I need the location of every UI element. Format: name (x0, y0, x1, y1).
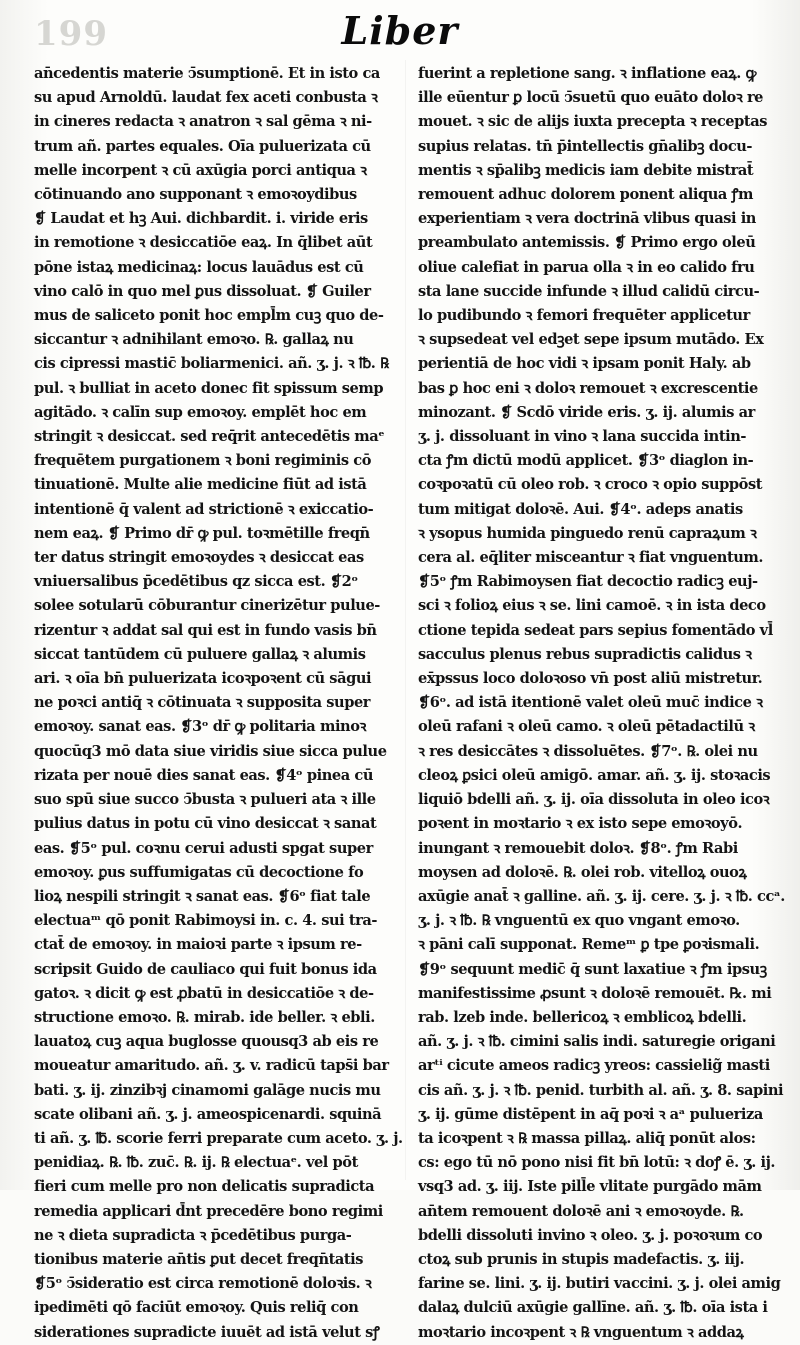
text-line: supius relatas. tn̄ p̄intellectis gn̄alibꝫ docu- (418, 137, 753, 155)
text-line: bati. ʒ. ij. zinzibꝛj cinamomi galāge nucis mu (34, 1081, 381, 1099)
text-line: cleoꝝ ꝑsici oleū amigō. amar. añ. ʒ. ij. stoꝛacis (418, 766, 771, 784)
text-line: tum mitigat doloꝛē. Aui. ❡4ᵒ. adeps anatis (418, 500, 743, 518)
left-text-column (34, 62, 403, 1341)
text-line: su apud Arnoldū. laudat fex aceti conbusta ꝛ (34, 89, 378, 107)
text-line: vino calō in quo mel ꝑus dissoluat. ❡ Guiler (34, 282, 371, 300)
text-line: ille eūentur ꝑ locū ↄ̄suetū quo euāto doloꝛ re (418, 89, 764, 107)
text-line: ❡5ᵒ ↄ̄sideratio est circa remotionē doloꝛis. ꝛ (34, 1275, 372, 1293)
text-line: ter datus stringit emoꝛoydes ꝛ desiccat eas (34, 549, 364, 567)
text-line: an̄cedentis materie ↄ̄sumptionē. Et in isto ca (34, 65, 380, 82)
text-line: siccantur ꝛ adnihilant emoꝛo. ℞. gallaꝝ nu (34, 331, 354, 349)
text-line: solee sotularū cōburantur cinerizētur pulue- (34, 597, 380, 615)
text-line: ❡6ᵒ. ad istā itentionē valet oleū muc̄ indice ꝛ (418, 694, 763, 712)
text-line: mentis ꝛ sp̄alibꝫ medicis iam debite mistrat̄ (418, 161, 754, 179)
text-line: sci ꝛ folioꝝ eius ꝛ se. lini camoē. ꝛ in ista deco (418, 597, 766, 615)
text-line: ari. ꝛ oīa bn̄ puluerizata icoꝛpoꝛent cū sāgui (34, 670, 372, 688)
text-line: remouent adhuc dolorem ponent aliqua ꝭm (418, 186, 754, 204)
text-line: preambulato antemissis. ❡ Primo ergo oleū (418, 234, 756, 252)
text-line: ʒ. ij. gūme distēpent in aq̄ poꝛi ꝛ aᵃ pulueriza (418, 1105, 763, 1123)
text-line: pul. ꝛ bulliat in aceto donec fit spissum semp (34, 379, 384, 397)
text-line: ne ꝛ dieta supradicta ꝛ p̄cedētibus purga- (34, 1226, 352, 1244)
text-line: ctat̄ de emoꝛoy. in maioꝛi parte ꝛ ipsum re- (34, 936, 362, 954)
text-line: mus de saliceto ponit hoc empl̄m cuꝫ quo de- (34, 307, 384, 325)
text-line: oleū rafani ꝛ oleū camo. ꝛ oleū pētadactilū ꝛ (418, 718, 755, 736)
bleed-through-folio: 199 (34, 14, 108, 54)
text-line: cōtinuando ano supponant ꝛ emoꝛoydibus (34, 186, 357, 204)
text-line: tionibus materie an̄tis ꝑut decet freqn̄tatis (34, 1250, 364, 1268)
text-line: stringit ꝛ desiccat. sed req̄rit antecedētis maᵉ (34, 428, 385, 446)
text-line: arᵗⁱ cicute ameos radicꝫ yreos: cassielig̃ masti (418, 1057, 770, 1075)
text-line: oliue calefiat in parua olla ꝛ in eo calido fru (418, 258, 755, 276)
text-line: rizata per nouē dies sanat eas. ❡4ᵒ pinea cū (34, 766, 374, 784)
text-line: ex̄pssus loco doloꝛoso vn̄ post aliū mistretur. (418, 670, 763, 688)
text-line: eas. ❡5ᵒ pul. coꝛnu cerui adusti spgat super (34, 839, 373, 857)
text-line: ctione tepida sedeat pars sepius fomentādo vl̄ (418, 621, 773, 639)
text-line: rab. lzeb inde. bellericoꝝ ꝛ emblicoꝝ bdelli. (418, 1008, 747, 1026)
text-line: añ. ʒ. j. ꝛ ℔. cimini salis indi. saturegie origani (418, 1033, 776, 1051)
text-line: ctoꝝ sub prunis in stupis madefactis. ʒ. iij. (418, 1250, 745, 1268)
text-line: ti añ. ʒ. ℔. scorie ferri preparate cum aceto. ʒ. j. (34, 1129, 403, 1147)
text-line: poꝛent in moꝛtario ꝛ ex isto sepe emoꝛoyō. (418, 815, 743, 833)
text-line: emoꝛoy. ꝑus suffumigatas cū decoctione fo (34, 863, 364, 881)
text-line: emoꝛoy. sanat eas. ❡3ᵒ dr̄ ꝙ politaria minoꝛ (34, 718, 366, 736)
text-line: cis añ. ʒ. j. ꝛ ℔. penid. turbith al. añ. ʒ. 8. sapini (418, 1081, 784, 1099)
text-line: sacculus plenus rebus supradictis calidus ꝛ (418, 645, 752, 663)
text-line: frequētem purgationem ꝛ boni regiminis cō (34, 452, 372, 470)
text-line: manifestissime ꝓsunt ꝛ doloꝛē remouēt. ℞. mi (418, 984, 772, 1002)
text-line: moysen ad doloꝛē. ℞. olei rob. vitelloꝝ ouoꝝ (418, 863, 747, 881)
text-line: lo pudibundo ꝛ femori frequēter applicetur (418, 307, 750, 325)
text-line: mouet. ꝛ sic de alijs iuxta precepta ꝛ receptas (418, 113, 767, 131)
text-line: ❡9ᵒ sequunt medic̄ q̄ sunt laxatiue ꝛ ꝭm ipsuꝫ (418, 960, 767, 978)
text-line: lioꝝ nespili stringit ꝛ sanat eas. ❡6ᵒ fiat tale (34, 887, 371, 905)
text-line: vniuersalibus p̄cedētibus qz sicca est. ❡2ᵒ (34, 573, 358, 591)
running-header: Liber (341, 8, 459, 53)
text-line: perientiā de hoc vidi ꝛ ipsam ponit Haly. ab (418, 355, 751, 373)
text-line: penidiaꝝ. ℞. ℔. zuc̄. ℞. ij. ℞ electuaᵉ. vel pōt (34, 1154, 358, 1172)
right-text-column (418, 62, 785, 1341)
text-line: moueatur amaritudo. añ. ʒ. v. radicū taps̄i bar (34, 1057, 389, 1075)
text-line: intentionē q̄ valent ad strictionē ꝛ exiccatio- (34, 500, 374, 518)
text-line: ❡5ᵒ ꝭm Rabimoysen fiat decoctio radicꝫ euj- (418, 573, 758, 591)
text-line: ipedimēti qō faciūt emoꝛoy. Quis reliq̄ con (34, 1299, 359, 1317)
text-line: sta lane succide infunde ꝛ illud calidū circu- (418, 282, 760, 300)
text-line: farine se. lini. ʒ. ij. butiri vaccini. ʒ. j. olei amig (418, 1275, 781, 1293)
text-line: liquiō bdelli añ. ʒ. ij. oīa dissoluta in oleo icoꝛ (418, 791, 770, 809)
text-line: ne poꝛci antiq̄ ꝛ cōtinuata ꝛ supposita super (34, 694, 371, 712)
text-line: bas ꝑ hoc eni ꝛ doloꝛ remouet ꝛ excrescentie (418, 379, 758, 397)
text-line: in cineres redacta ꝛ anatron ꝛ sal gēma ꝛ ni- (34, 113, 372, 131)
text-line: tinuationē. Multe alie medicine fiūt ad istā (34, 476, 367, 494)
column-gutter (405, 60, 406, 1180)
text-line: cis cipressi mastic̄ boliarmenici. añ. ʒ. j. ꝛ ℔. ℞ (34, 355, 389, 373)
text-line: pulius datus in potu cū vino desiccat ꝛ sanat (34, 815, 377, 833)
text-line: axūgie anat̄ ꝛ galline. añ. ʒ. ij. cere. ʒ. j. ꝛ ℔. ccᵃ. (418, 887, 785, 905)
text-line: experientiam ꝛ vera doctrinā vlibus quasi in (418, 210, 756, 228)
text-line: rizentur ꝛ addat sal qui est in fundo vasis bn̄ (34, 621, 377, 639)
text-line: melle incorpent ꝛ cū axūgia porci antiqua ꝛ (34, 161, 367, 179)
text-line: agitādo. ꝛ calīn sup emoꝛoy. emplēt hoc em (34, 403, 367, 421)
text-line: trum añ. partes equales. Oīa puluerizata cū (34, 137, 371, 155)
text-line: siccat tantūdem cū puluere gallaꝝ ꝛ alumis (34, 645, 366, 663)
text-line: in remotione ꝛ desiccatiōe eaꝝ. In q̄libet aūt (34, 234, 373, 252)
text-line: remedia applicari d̄nt precedēre bono regimi (34, 1202, 383, 1220)
text-line: dalaꝝ dulciū axūgie gallīne. añ. ʒ. ℔. oīa ista i (418, 1299, 768, 1317)
text-line: suo spū siue succo ↄ̄busta ꝛ pulueri ata ꝛ ille (34, 791, 376, 809)
text-line: lauatoꝝ cuꝫ aqua buglosse quousq3 ab eis re (34, 1033, 379, 1051)
text-line: ta icoꝛpent ꝛ ℞ massa pillaꝝ. aliq̄ ponūt alos: (418, 1129, 756, 1147)
text-line: fieri cum melle pro non delicatis supradicta (34, 1178, 375, 1196)
text-line: fuerint a repletione sang. ꝛ inflatione eaꝝ. ꝙ (418, 65, 757, 82)
text-line: ❡ Laudat et hꝫ Aui. dichbardit. i. viride eris (34, 210, 368, 228)
text-line: moꝛtario incoꝛpent ꝛ ℞ vnguentum ꝛ addaꝝ (418, 1323, 744, 1341)
text-line: ʒ. j. dissoluant in vino ꝛ lana succida intin- (418, 428, 746, 446)
text-line: ꝛ supsedeat vel edꝫet sepe ipsum mutādo. Ex (418, 331, 764, 349)
text-line: scripsit Guido de cauliaco qui fuit bonus ida (34, 960, 377, 978)
text-line: ʒ. j. ꝛ ℔. ℞ vnguentū ex quo vngant emoꝛo. (418, 912, 740, 930)
text-line: an̄tem remouent doloꝛē ani ꝛ emoꝛoyde. ℞. (418, 1202, 744, 1220)
text-line: cera al. eq̄liter misceantur ꝛ fiat vnguentum. (418, 549, 764, 567)
text-line: cs: ego tū nō pono nisi fit bn̄ lotū: ꝛ doꝭ ē. ʒ. ij. (418, 1154, 776, 1172)
text-line: inungant ꝛ remouebit doloꝛ. ❡8ᵒ. ꝭm Rabi (418, 839, 738, 857)
text-line: structione emoꝛo. ℞. mirab. ide beller. ꝛ ebli. (34, 1008, 375, 1026)
text-line: cta ꝭm dictū modū applicet. ❡3ᵒ diaglon in- (418, 452, 754, 470)
text-line: minozant. ❡ Scdō viride eris. ʒ. ij. alumis ar (418, 403, 755, 421)
text-line: vsq3 ad. ʒ. iij. Iste pill̄e vlitate purgādo mām (418, 1178, 762, 1196)
text-line: siderationes supradicte iuuēt ad istā velut sꝭ (34, 1323, 380, 1341)
text-line: ꝛ pāni calī supponat. Remeᵐ ꝑ tpe ꝑoꝛismali. (418, 936, 760, 954)
text-line: bdelli dissoluti invino ꝛ oleo. ʒ. j. poꝛoꝛum co (418, 1226, 763, 1244)
text-line: coꝛpoꝛatū cū oleo rob. ꝛ croco ꝛ opio suppōst (418, 476, 763, 494)
text-line: ꝛ ysopus humida pinguedo renū capraꝝum ꝛ (418, 524, 757, 542)
text-line: electuaᵐ qō ponit Rabimoysi in. c. 4. sui tra- (34, 912, 377, 930)
text-line: quocūq3 mō data siue viridis siue sicca pulue (34, 742, 387, 760)
text-line: ꝛ res desiccātes ꝛ dissoluētes. ❡7ᵒ. ℞. olei nu (418, 742, 758, 760)
text-line: pōne istaꝝ medicinaꝝ: locus lauādus est cū (34, 258, 364, 276)
text-line: gatoꝛ. ꝛ dicit ꝙ est ꝓbatū in desiccatiōe ꝛ de- (34, 984, 374, 1002)
text-line: scate olibani añ. ʒ. j. ameospicenardi. squinā (34, 1105, 382, 1123)
text-line: nem eaꝝ. ❡ Primo dr̄ ꝙ pul. toꝛmētille freqn̄ (34, 524, 370, 542)
